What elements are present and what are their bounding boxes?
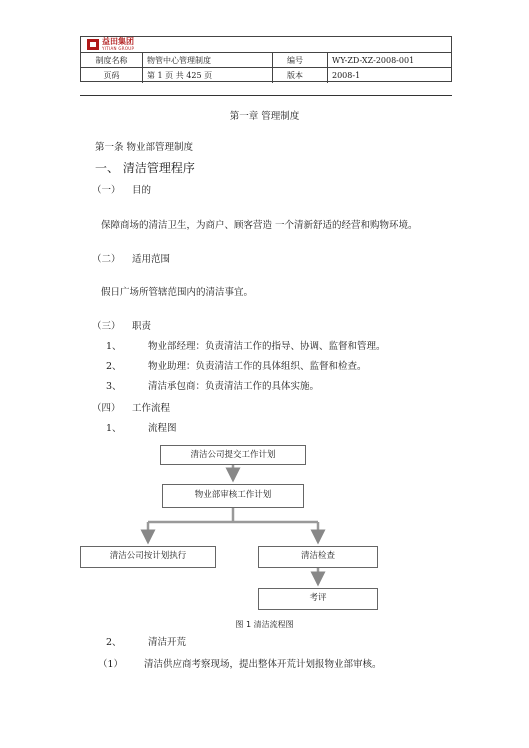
- sub4-number: （四）: [92, 403, 121, 414]
- purpose-text: 保障商场的清洁卫生，为商户、顾客营造 一个清新舒适的经营和购物环境。: [101, 220, 418, 231]
- header-label-name: 制度名称: [81, 53, 143, 67]
- header-value-page: 第 1 页 共 425 页: [143, 68, 273, 83]
- logo-text-cn: 益田集团: [102, 37, 134, 46]
- flow-box-submit-plan: 清洁公司提交工作计划: [160, 445, 306, 465]
- duty-3-text: 清洁承包商：负责清洁工作的具体实施。: [148, 381, 320, 392]
- flow-item-2-number: 2、: [106, 637, 122, 648]
- sub1-number: （一）: [92, 185, 121, 196]
- flow-item-2-text: 清洁开荒: [148, 637, 187, 648]
- sub4-title: 工作流程: [132, 403, 171, 414]
- duty-2-text: 物业助理：负责清洁工作的具体组织、监督和检查。: [148, 361, 367, 372]
- duty-3-number: 3、: [106, 381, 122, 392]
- flow-box-evaluation: 考评: [258, 588, 378, 610]
- sub2-title: 适用范围: [132, 254, 171, 265]
- chapter-title: 第一章 管理制度: [229, 111, 300, 122]
- flow-box-review-plan: 物业部审核工作计划: [162, 484, 304, 508]
- sub3-number: （三）: [92, 321, 121, 332]
- header-label-code: 编号: [273, 53, 328, 67]
- article-title: 第一条 物业部管理制度: [95, 142, 194, 153]
- header-value-name: 物管中心管理制度: [143, 53, 273, 67]
- sub3-title: 职责: [132, 321, 152, 332]
- flow-sub-1-text: 清洁供应商考察现场，提出整体开荒计划报物业部审核。: [144, 659, 382, 670]
- sub1-title: 目的: [132, 185, 152, 196]
- header-value-version: 2008-1: [332, 71, 361, 80]
- duty-1-text: 物业部经理：负责清洁工作的指导、协调、监督和管理。: [148, 341, 386, 352]
- flow-box-execute-plan: 清洁公司按计划执行: [80, 546, 216, 568]
- duty-2-number: 2、: [106, 361, 122, 372]
- flow-item-1-text: 流程图: [148, 423, 177, 434]
- sub2-number: （二）: [92, 254, 121, 265]
- section-title: 一、 清洁管理程序: [95, 161, 195, 175]
- flow-sub-1-number: （1）: [98, 659, 124, 670]
- flow-item-1-number: 1、: [106, 423, 122, 434]
- header-value-code: WY-ZD-XZ-2008-001: [332, 56, 415, 65]
- figure-caption: 图 1 清洁流程图: [235, 620, 294, 629]
- flow-box-inspection: 清洁检查: [258, 546, 378, 568]
- scope-text: 假日广场所管辖范围内的清洁事宜。: [101, 287, 254, 298]
- header-label-version: 版本: [273, 68, 328, 83]
- duty-1-number: 1、: [106, 341, 122, 352]
- logo-text-en: YITIAN GROUP: [102, 46, 135, 51]
- header-label-page: 页码: [81, 68, 143, 83]
